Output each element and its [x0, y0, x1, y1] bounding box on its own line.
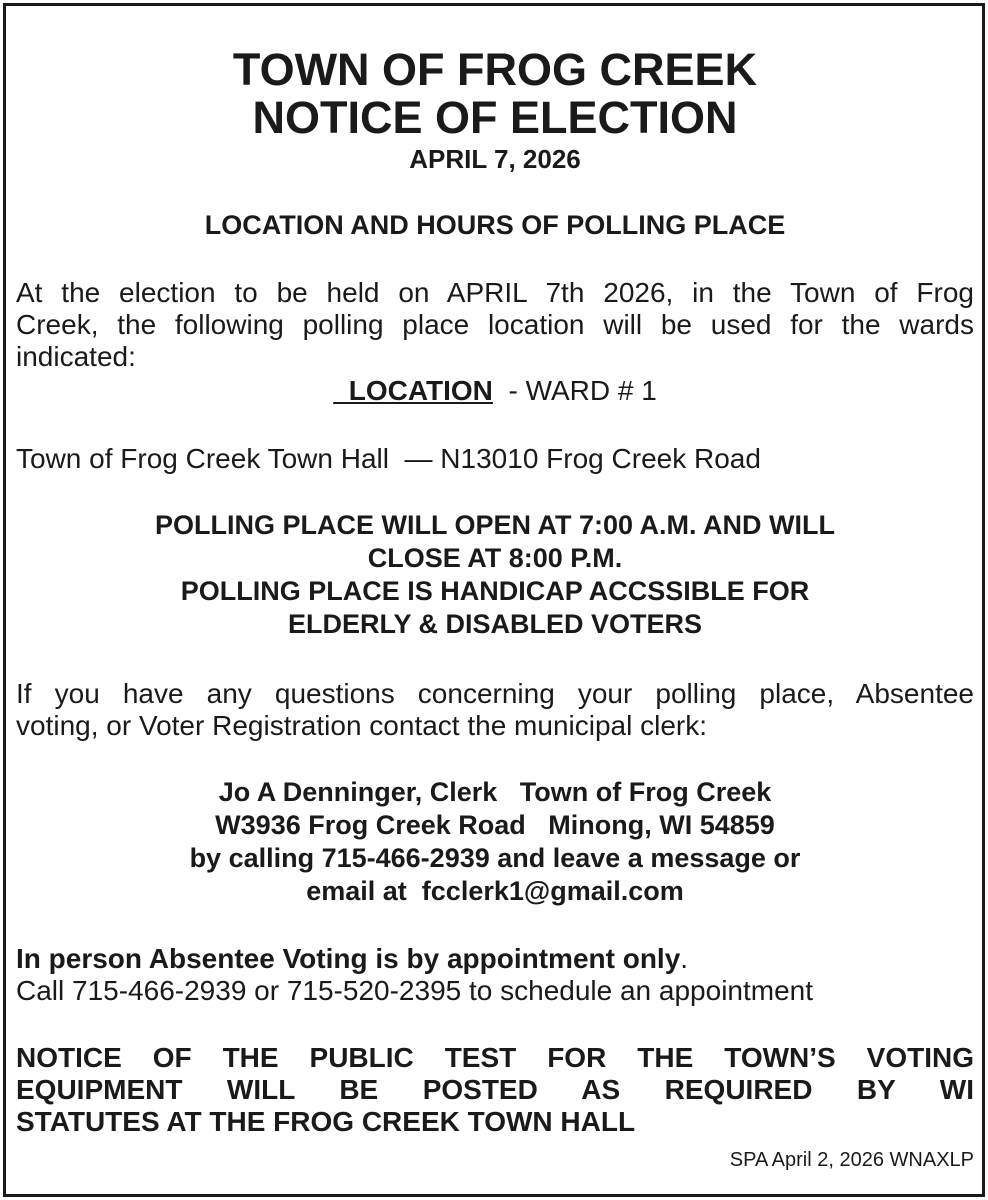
clerk-email-line: email at fcclerk1@gmail.com	[306, 876, 684, 906]
hours-line-1: POLLING PLACE WILL OPEN AT 7:00 A.M. AND WILL	[155, 510, 835, 540]
hours-line-4: ELDERLY & DISABLED VOTERS	[287, 609, 703, 639]
absentee-bold-text: In person Absentee Voting is by appointment only	[16, 943, 681, 974]
clerk-line-3: by calling 715-466-2939 and leave a message or	[189, 843, 801, 873]
intro-paragraph	[16, 277, 974, 373]
hours-line-3: POLLING PLACE IS HANDICAP ACCSSIBLE FOR	[180, 576, 810, 606]
ward-label: - WARD # 1	[492, 375, 657, 406]
notice-title-town: TOWN OF FROG CREEK	[232, 44, 758, 95]
public-line-2: EQUIPMENT WILL BE POSTED AS REQUIRED BY WI	[16, 1074, 974, 1105]
absentee-voting-paragraph	[16, 943, 974, 1007]
intro-line-1: At the election to be held on APRIL 7th 2026, in the Town of Frog	[16, 277, 974, 308]
questions-line-2: voting, or Voter Registration contact the municipal clerk:	[16, 710, 708, 741]
clerk-line-2: W3936 Frog Creek Road Minong, WI 54859	[215, 810, 775, 840]
election-date: APRIL 7, 2026	[409, 144, 581, 174]
polling-place-address: Town of Frog Creek Town Hall — N13010 Frog Creek Road	[16, 443, 761, 474]
intro-line-3: indicated:	[16, 341, 136, 372]
polling-hours-block	[16, 509, 974, 641]
public-line-3: STATUTES AT THE FROG CREEK TOWN HALL	[16, 1106, 636, 1137]
clerk-contact-block	[16, 776, 974, 908]
questions-line-1: If you have any questions concerning your polling place, Absentee	[16, 678, 974, 709]
absentee-line-2: Call 715-466-2939 or 715-520-2395 to schedule an appointment	[16, 975, 814, 1006]
notice-frame	[3, 3, 985, 1197]
public-line-1: NOTICE OF THE PUBLIC TEST FOR THE TOWN’S VOTING	[16, 1042, 974, 1073]
publication-footer: SPA April 2, 2026 WNAXLP	[729, 1149, 974, 1171]
absentee-period: .	[680, 943, 689, 974]
notice-title-election: NOTICE OF ELECTION	[252, 92, 738, 143]
clerk-line-1: Jo A Denninger, Clerk Town of Frog Creek	[218, 777, 772, 807]
location-ward-line	[16, 375, 974, 407]
location-label: LOCATION	[333, 375, 493, 406]
intro-line-2: Creek, the following polling place location will be used for the wards	[16, 309, 974, 340]
section-heading-polling-place: LOCATION AND HOURS OF POLLING PLACE	[204, 210, 786, 240]
questions-paragraph	[16, 678, 974, 742]
hours-line-2: CLOSE AT 8:00 P.M.	[367, 543, 623, 573]
public-test-notice	[16, 1042, 974, 1138]
